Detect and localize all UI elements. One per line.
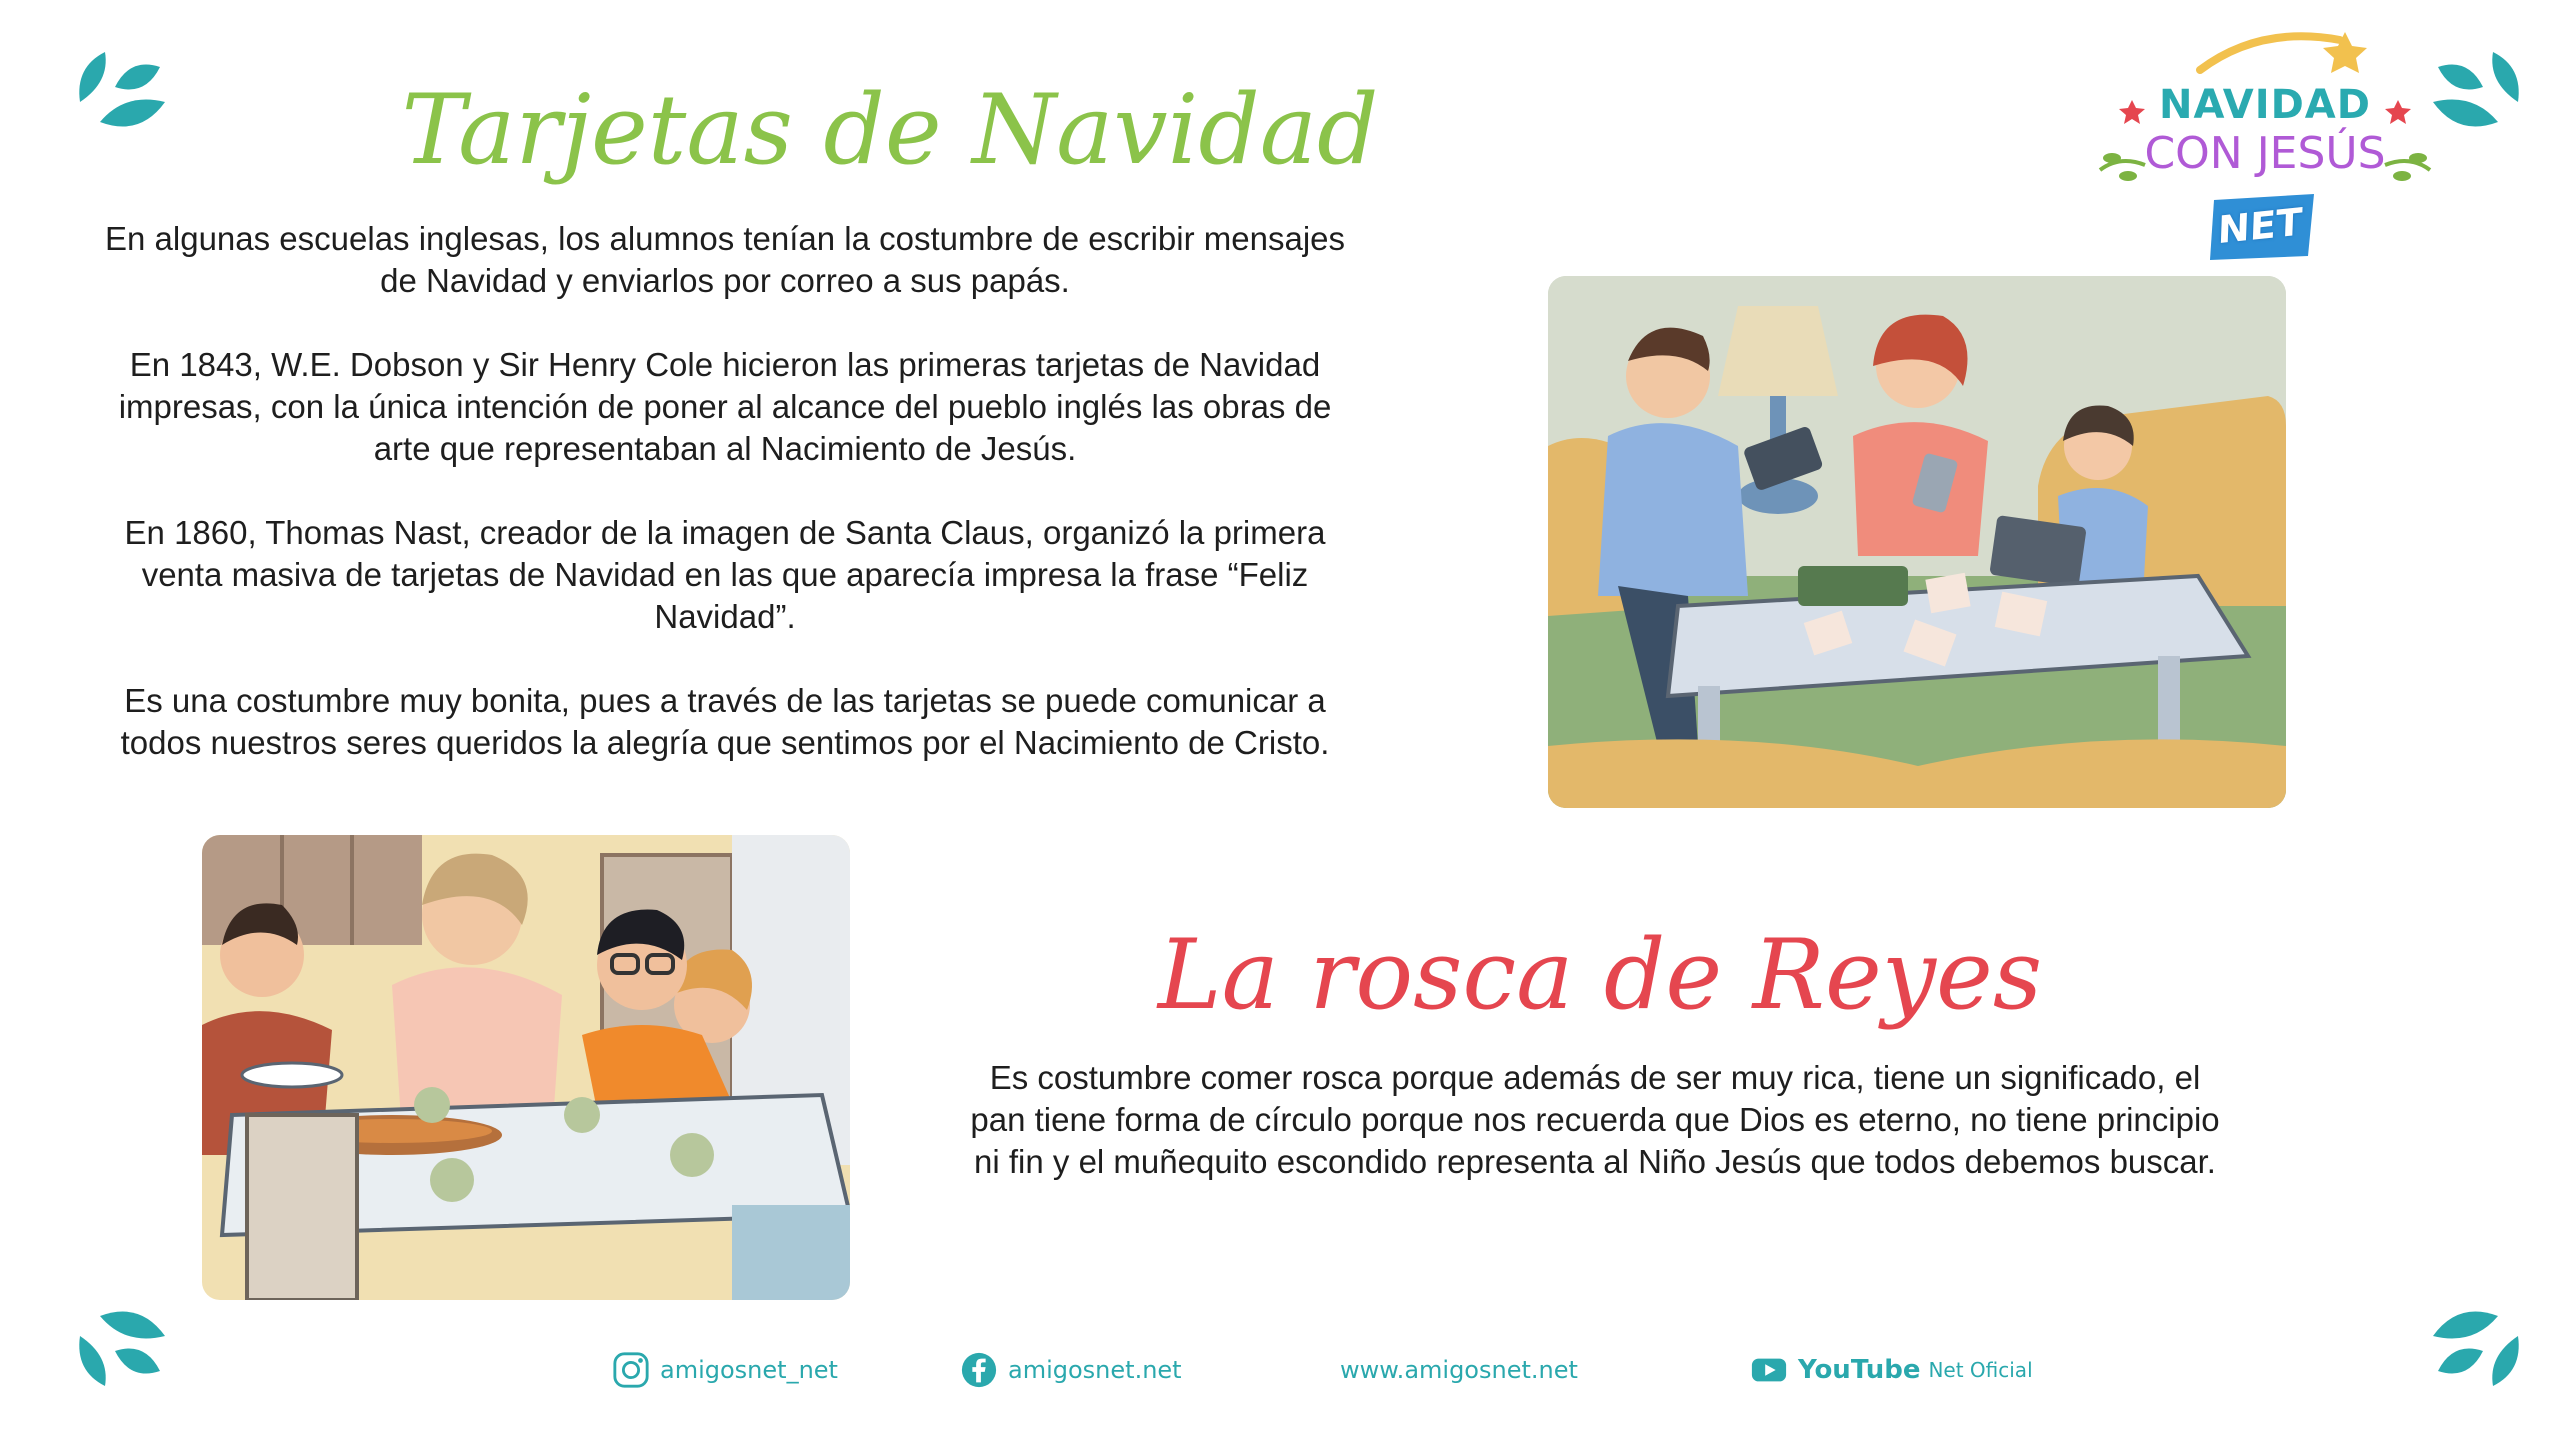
rosca-text-block [960,1057,2230,1183]
logo-badge-net: NET [2216,199,2304,253]
instagram-link[interactable] [612,1345,838,1395]
instagram-handle: amigosnet_net [660,1356,838,1384]
title-la-rosca-de-reyes: La rosca de Reyes [1157,919,2043,1031]
corner-leaf-ornament-top-left [70,42,170,142]
navidad-con-jesus-logo [2090,30,2440,270]
title-tarjetas-de-navidad: Tarjetas de Navidad [401,74,1379,186]
facebook-handle: amigosnet.net [1008,1356,1182,1384]
facebook-link[interactable] [960,1345,1182,1395]
family-rosca-de-reyes-illustration [202,835,850,1300]
tarjetas-paragraph: En 1860, Thomas Nast, creador de la imagen de Santa Claus, organizó la primera venta masiva de tarjetas de Navidad en las que aparecía impresa la frase “Feliz Navidad”. [124,514,1326,635]
logo-text-con-jesus: CON JESÚS [2144,128,2386,179]
tarjetas-text-block [90,218,1360,806]
youtube-channel-name: Net Oficial [1928,1358,2033,1382]
youtube-wordmark: YouTube [1798,1355,1921,1385]
tarjetas-paragraph: En algunas escuelas inglesas, los alumnos tenían la costumbre de escribir mensajes de Navidad y enviarlos por correo a sus papás. [105,220,1345,299]
tarjetas-paragraph: En 1843, W.E. Dobson y Sir Henry Cole hicieron las primeras tarjetas de Navidad impresas, con la única intención de poner al alcance del pueblo inglés las obras de arte que representaban al Nacimiento de Jesús. [118,346,1332,467]
family-christmas-cards-illustration [1548,276,2286,808]
facebook-icon [960,1351,998,1389]
instagram-icon [612,1351,650,1389]
logo-text-navidad: NAVIDAD [2159,82,2371,128]
youtube-icon [1750,1351,1788,1389]
website-url: www.amigosnet.net [1340,1356,1578,1384]
youtube-link[interactable] [1750,1345,2033,1395]
rosca-paragraph: Es costumbre comer rosca porque además de ser muy rica, tiene un significado, el pan tiene forma de círculo porque nos recuerda que Dios es eterno, no tiene principio ni fin y el muñequito escondido representa al Niño Jesús que todos debemos buscar. [970,1059,2220,1180]
corner-leaf-ornament-top-right [2428,42,2528,142]
footer-social-links [0,1345,2560,1395]
tarjetas-paragraph: Es una costumbre muy bonita, pues a través de las tarjetas se puede comunicar a todos nuestros seres queridos la alegría que sentimos por el Nacimiento de Cristo. [120,682,1330,761]
website-link[interactable] [1340,1345,1578,1395]
